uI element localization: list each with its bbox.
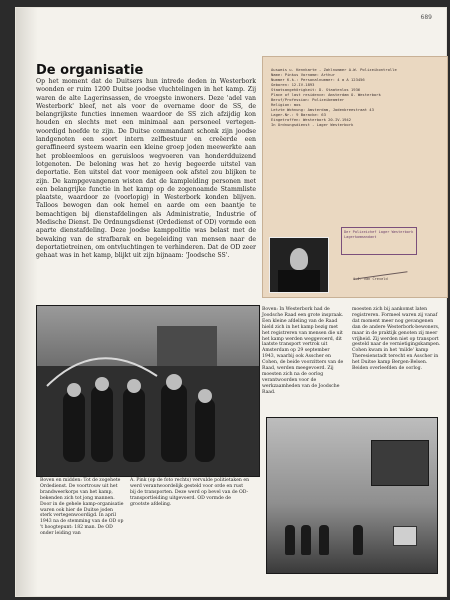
registration-card-text (271, 67, 436, 127)
camp-barrack (371, 440, 429, 486)
card-line: Beruf/Profession: Polizeibeamter (271, 97, 345, 102)
card-line: Staatsangehörigkeit: D. Staatenlos 1936 (271, 87, 361, 92)
official-stamp: Der Polizeichef Lager Westerbork Lagerkommandant (341, 227, 417, 255)
article-body: Op het moment dat de Duitsers hun intrede deden in Westerbork woonden er ruim 1200 Duitse joodse vluchtelingen in het kamp. Zij waren de alte Lagerinsassen, de vroegste inwoners. Deze 'adel van Westerbork' bleef, net als voor de overname door de SS, de belangrijkste functies innemen waardoor de SS zich afzijdig kon houden en slechts met een minimaal aan personeel vertegen- woordigd hoefde te zijn. De Duitse commandant schonk zijn joodse landgenoten een soort intern zelfbestuur en creëerde een geraffineerd systeem waarin een kleine groep joden meewerkte aan het probleemloos en geruisloos wegvoeren van honderdduizend lotgenoten. De beloning was het zo hevig begeerde uitstel van deportatie. Een uitstel dat voor menigeen ook afstel zou blijken te zijn. De kampgevangenen wisten dat de kampleiding personen met een belangrijke functie in het kamp op de zogenoamde Stammliste plaatste, waardoor ze (voorlopig) in Westerbork konden blijven. Talloos bewogen dan ook hemel en aarde om een baantje te bemachtigen bij dienstafdelingen als Administratie, Industrie of Medische Dienst. De Ordnungsdienst (Ordedienst of OD) vormde een aparte dienstafdeling. Deze joodse kamppolitie was belast met de bewaking van de strafbarak en begeleiding van mensen naar de deportatietreinen, om ontvluchtingen te verhinderen. Dat de OD zeer gehaat was in het kamp, blijkt uit zijn bijnaam: 'Joodsche SS'. (36, 78, 256, 260)
card-line: Nummer K.k.: Personalnummer: 4 a A 123456 (271, 77, 365, 82)
book-page (16, 8, 446, 596)
caption-left-top: Boven en midden: Tot de zogehete Ordedienst. De voortrouw uit het brandweerkorps van het kamp, bekenden zich tot jong mannen. Door in de gehele kamp-organisatie waren ook hier de Duitse joden sterk vertegenwoordigd. In april 1943 na de stemming van de OD op 't hoogtepunt: 182 man. De OD onder leiding van (40, 478, 124, 537)
card-line: Geboren: 12.IV.1893 (271, 82, 315, 87)
page-number: 689 (420, 14, 432, 21)
card-line: Religion: mos (271, 102, 301, 107)
card-line: Place of last residence: Amsterdam O. Westerbork (271, 92, 381, 97)
portrait-coat (278, 270, 320, 292)
card-line: Eingetroffen: Westerbork 20.IV.1942 (271, 117, 352, 122)
walker (319, 525, 329, 555)
photo-ordedienst (36, 305, 260, 477)
card-line: Name: Pinkus Vorname: Arthur (271, 72, 336, 77)
baby-pram (393, 526, 417, 546)
card-line: In Ordnungsdienst - Lager Westerbork (271, 122, 354, 127)
photo-ordedienst-scene (37, 306, 259, 476)
signature-text: A.J. van Creveld (353, 277, 388, 281)
caption-right-bottom: moesten zich bij aankomst laten registreren. Formeel waren zij vanaf dat moment meer nog gevangenen dan de andere Westerbork-bewoners, maar in de praktijk genoten zij meer vrijheid. Zij werden niet op transport gesteld naar de vernietigingskampen. Cohen kwam in het 'milde' kamp Theresienstadt terecht en Asscher in het Duitse kamp Bergen-Belsen. Beiden overleefden de oorlog. (352, 307, 441, 372)
walker (301, 525, 311, 555)
card-line: Lager-Nr.: 9 Baracke: 63 (271, 112, 326, 117)
walker (353, 525, 363, 555)
caption-left-bottom: A. Pink (op de foto rechts) vervulde politietaken en werd verantwoordelijk gesteld voor orde en rust bij de transporten. Deze werd op bevel van de OD-transportleiding uitgevoerd. OD vormde de grootste afdeling. (130, 478, 250, 507)
page-spine-shadow (16, 8, 38, 596)
article-title: De organisatie (36, 63, 144, 78)
caption-right-top: Boven: In Westerbork had de Joodsche Raad een grote inspraak. Een kleine afdeling van de Raad hield zich in het kamp bezig met het registreren van mensen die uit het kamp werden weggevoerd, dit laatste transport vertrok uit Amsterdam op 29 september 1943, waarbij ook Asscher en Cohen, de beide voorzitters van de Raad, werden meegevoerd. Zij moesten zich na de oorlog verantwoorden voor de werkzaamheden van de Joodsche Raad. (262, 307, 344, 395)
portrait-face (290, 248, 308, 270)
card-line: Letzte Wohnung: Amsterdam, Jodenbreestraat 43 (271, 107, 374, 112)
walker (285, 525, 295, 555)
registration-card (262, 56, 448, 298)
card-line: Ausweis u. Kennkarte - Zahlnummer A.W. Polizeikontrolle (271, 67, 397, 72)
portrait-photo (269, 237, 329, 293)
photo-camp-street (266, 417, 438, 574)
